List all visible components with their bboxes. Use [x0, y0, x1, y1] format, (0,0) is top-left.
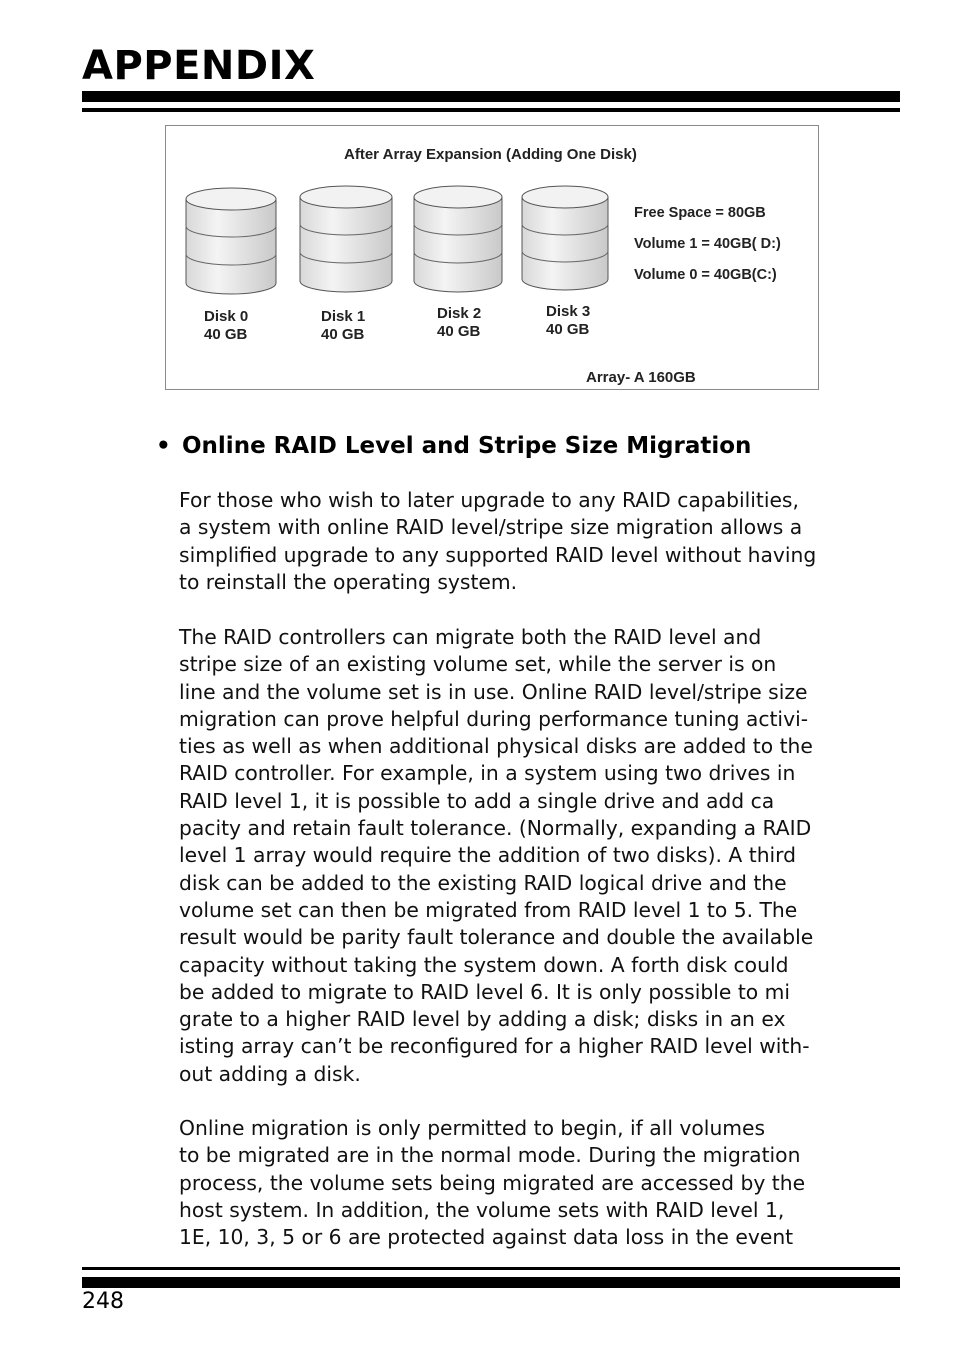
legend-volume-1: Volume 1 = 40GB( D:) — [634, 236, 781, 252]
page-header-title: APPENDIX — [82, 43, 316, 89]
paragraph-migration-details: The RAID controllers can migrate both the RAID level and stripe size of an existing volume set, while the server is on line and the volume set is in use. Online RAID level/stripe size migration can prove helpful during performance tuning activi- ties as well as when additional physical disks are added to the RAID controller. For example, in a system using two drives in RAID level 1, it is possible to add a single drive and add ca pacity and retain fault tolerance. (Normally, expanding a RAID level 1 array would require the addition of two disks). A third disk can be added to the existing RAID logical drive and the volume set can then be migrated from RAID level 1 to 5. The result would be parity fault tolerance and double the available capacity without taking the system down. A forth disk could be added to migrate to RAID level 6. It is only possible to mi grate to a higher RAID level by adding a disk; disks in an ex isting array can’t be reconfigured for a higher RAID level with- out adding a disk. — [179, 625, 814, 1086]
disk-2-name: Disk 2 — [437, 305, 482, 322]
header-rule-thin — [82, 108, 900, 112]
bullet-glyph: • — [156, 433, 171, 459]
array-expansion-figure — [165, 125, 819, 390]
section-heading-text: Online RAID Level and Stripe Size Migration — [182, 433, 752, 459]
legend-free-space: Free Space = 80GB — [634, 205, 766, 221]
header-rule-thick — [82, 91, 900, 102]
footer-rule-thin — [82, 1267, 900, 1270]
footer-rule-thick — [82, 1277, 900, 1288]
disk-0-size: 40 GB — [204, 326, 248, 343]
disk-0-name: Disk 0 — [204, 308, 249, 325]
legend-volume-0: Volume 0 = 40GB(C:) — [634, 267, 777, 283]
disk-1-size: 40 GB — [321, 326, 365, 343]
section-heading — [156, 430, 751, 462]
disk-2-cylinder — [414, 186, 502, 292]
disk-3-name: Disk 3 — [546, 303, 591, 320]
disk-0-cylinder — [186, 188, 276, 294]
paragraph-online-migration: Online migration is only permitted to begin, if all volumes to be migrated are in the normal mode. During the migration process, the volume sets being migrated are accessed by the host system. In addition, the volume sets with RAID level 1, 1E, 10, 3, 5 or 6 are protected against data loss in the event — [179, 1116, 806, 1250]
array-expansion-diagram — [166, 126, 820, 391]
figure-title: After Array Expansion (Adding One Disk) — [344, 146, 637, 163]
disk-1-cylinder — [300, 186, 392, 292]
page-number: 248 — [82, 1289, 124, 1314]
array-label: Array- A 160GB — [586, 369, 696, 386]
disk-1-name: Disk 1 — [321, 308, 366, 325]
paragraph-intro: For those who wish to later upgrade to any RAID capabilities, a system with online RAID level/stripe size migration allows a simplified upgrade to any supported RAID level without having to reinstall the operating system. — [179, 488, 817, 594]
disk-2-size: 40 GB — [437, 323, 481, 340]
disk-3-size: 40 GB — [546, 321, 590, 338]
disk-3-cylinder — [522, 186, 608, 290]
